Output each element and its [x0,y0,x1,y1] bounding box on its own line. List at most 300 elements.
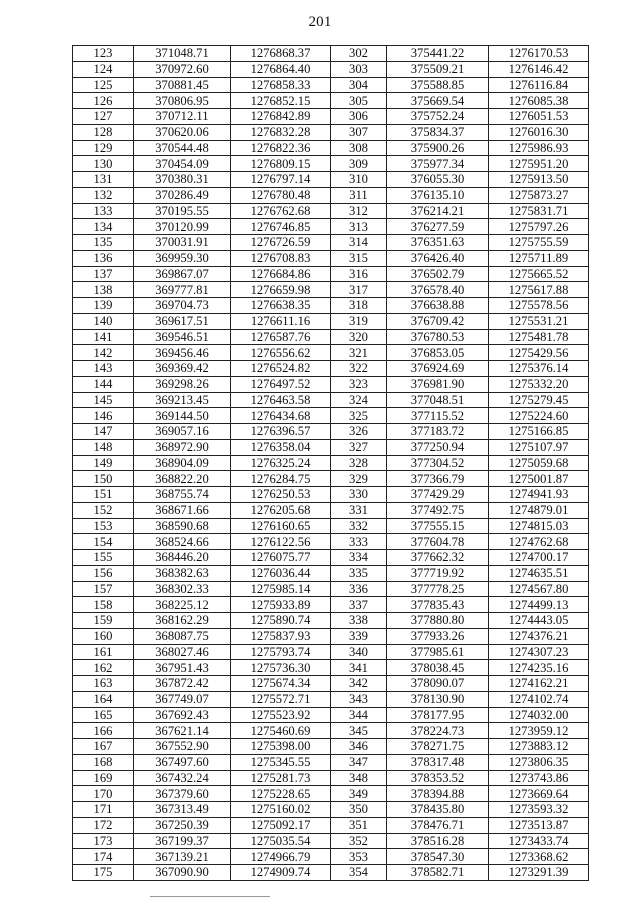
x-coordinate-cell: 377304.52 [387,455,489,471]
x-coordinate-cell: 377880.80 [387,613,489,629]
y-coordinate-cell: 1276708.83 [231,250,331,266]
point-number-cell: 323 [331,376,387,392]
table-row [73,691,589,707]
y-coordinate-cell: 1274815.03 [489,518,589,534]
x-coordinate-cell: 377555.15 [387,518,489,534]
x-coordinate-cell: 377048.51 [387,392,489,408]
x-coordinate-cell: 377604.78 [387,534,489,550]
x-coordinate-cell: 377250.94 [387,439,489,455]
x-coordinate-cell: 378038.45 [387,660,489,676]
point-number-cell: 129 [73,140,134,156]
y-coordinate-cell: 1275711.89 [489,250,589,266]
y-coordinate-cell: 1275665.52 [489,266,589,282]
y-coordinate-cell: 1275376.14 [489,361,589,377]
x-coordinate-cell: 377115.52 [387,408,489,424]
point-number-cell: 314 [331,235,387,251]
y-coordinate-cell: 1274966.79 [231,849,331,865]
table-row [73,833,589,849]
table-row [73,754,589,770]
table-row [73,707,589,723]
y-coordinate-cell: 1275166.85 [489,424,589,440]
y-coordinate-cell: 1273513.87 [489,817,589,833]
y-coordinate-cell: 1276864.40 [231,61,331,77]
x-coordinate-cell: 377933.26 [387,628,489,644]
y-coordinate-cell: 1276051.53 [489,109,589,125]
point-number-cell: 344 [331,707,387,723]
x-coordinate-cell: 367951.43 [134,660,231,676]
table-row [73,487,589,503]
y-coordinate-cell: 1273883.12 [489,739,589,755]
x-coordinate-cell: 377183.72 [387,424,489,440]
point-number-cell: 161 [73,644,134,660]
table-row [73,502,589,518]
point-number-cell: 321 [331,345,387,361]
x-coordinate-cell: 368027.46 [134,644,231,660]
table-row [73,739,589,755]
point-number-cell: 351 [331,817,387,833]
point-number-cell: 320 [331,329,387,345]
point-number-cell: 137 [73,266,134,282]
y-coordinate-cell: 1274635.51 [489,565,589,581]
point-number-cell: 340 [331,644,387,660]
table-row [73,93,589,109]
point-number-cell: 173 [73,833,134,849]
x-coordinate-cell: 378353.52 [387,770,489,786]
x-coordinate-cell: 369617.51 [134,313,231,329]
point-number-cell: 310 [331,172,387,188]
x-coordinate-cell: 378476.71 [387,817,489,833]
y-coordinate-cell: 1274762.68 [489,534,589,550]
point-number-cell: 147 [73,424,134,440]
table-row [73,518,589,534]
point-number-cell: 304 [331,77,387,93]
y-coordinate-cell: 1275572.71 [231,691,331,707]
y-coordinate-cell: 1276684.86 [231,266,331,282]
y-coordinate-cell: 1276250.53 [231,487,331,503]
point-number-cell: 341 [331,660,387,676]
point-number-cell: 140 [73,313,134,329]
table-row [73,313,589,329]
table-row [73,770,589,786]
y-coordinate-cell: 1276434.68 [231,408,331,424]
y-coordinate-cell: 1276842.89 [231,109,331,125]
y-coordinate-cell: 1276659.98 [231,282,331,298]
point-number-cell: 324 [331,392,387,408]
point-number-cell: 169 [73,770,134,786]
x-coordinate-cell: 368671.66 [134,502,231,518]
table-row [73,628,589,644]
x-coordinate-cell: 378130.90 [387,691,489,707]
point-number-cell: 156 [73,565,134,581]
x-coordinate-cell: 369144.50 [134,408,231,424]
point-number-cell: 159 [73,613,134,629]
y-coordinate-cell: 1276832.28 [231,124,331,140]
x-coordinate-cell: 367552.90 [134,739,231,755]
y-coordinate-cell: 1276463.58 [231,392,331,408]
y-coordinate-cell: 1275481.78 [489,329,589,345]
x-coordinate-cell: 370031.91 [134,235,231,251]
point-number-cell: 318 [331,298,387,314]
table-row [73,471,589,487]
point-number-cell: 342 [331,676,387,692]
y-coordinate-cell: 1274235.16 [489,660,589,676]
y-coordinate-cell: 1275913.50 [489,172,589,188]
y-coordinate-cell: 1275107.97 [489,439,589,455]
table-row [73,676,589,692]
point-number-cell: 325 [331,408,387,424]
x-coordinate-cell: 367090.90 [134,865,231,881]
point-number-cell: 339 [331,628,387,644]
y-coordinate-cell: 1275160.02 [231,802,331,818]
point-number-cell: 311 [331,187,387,203]
x-coordinate-cell: 376351.63 [387,235,489,251]
x-coordinate-cell: 375900.26 [387,140,489,156]
y-coordinate-cell: 1276852.15 [231,93,331,109]
point-number-cell: 302 [331,46,387,62]
y-coordinate-cell: 1274879.01 [489,502,589,518]
table-row [73,455,589,471]
y-coordinate-cell: 1276085.38 [489,93,589,109]
point-number-cell: 144 [73,376,134,392]
x-coordinate-cell: 378177.95 [387,707,489,723]
x-coordinate-cell: 367313.49 [134,802,231,818]
y-coordinate-cell: 1276146.42 [489,61,589,77]
table-row [73,140,589,156]
point-number-cell: 312 [331,203,387,219]
x-coordinate-cell: 370712.11 [134,109,231,125]
table-row [73,723,589,739]
y-coordinate-cell: 1276868.37 [231,46,331,62]
point-number-cell: 152 [73,502,134,518]
y-coordinate-cell: 1275890.74 [231,613,331,629]
y-coordinate-cell: 1276396.57 [231,424,331,440]
y-coordinate-cell: 1276638.35 [231,298,331,314]
point-number-cell: 151 [73,487,134,503]
point-number-cell: 309 [331,156,387,172]
x-coordinate-cell: 376924.69 [387,361,489,377]
y-coordinate-cell: 1276284.75 [231,471,331,487]
x-coordinate-cell: 367621.14 [134,723,231,739]
point-number-cell: 149 [73,455,134,471]
point-number-cell: 319 [331,313,387,329]
point-number-cell: 313 [331,219,387,235]
x-coordinate-cell: 378224.73 [387,723,489,739]
x-coordinate-cell: 370380.31 [134,172,231,188]
table-row [73,392,589,408]
x-coordinate-cell: 371048.71 [134,46,231,62]
x-coordinate-cell: 369057.16 [134,424,231,440]
x-coordinate-cell: 377366.79 [387,471,489,487]
point-number-cell: 153 [73,518,134,534]
y-coordinate-cell: 1276809.15 [231,156,331,172]
table-row [73,219,589,235]
point-number-cell: 164 [73,691,134,707]
point-number-cell: 326 [331,424,387,440]
point-number-cell: 168 [73,754,134,770]
point-number-cell: 349 [331,786,387,802]
table-row [73,439,589,455]
y-coordinate-cell: 1276611.16 [231,313,331,329]
x-coordinate-cell: 369704.73 [134,298,231,314]
x-coordinate-cell: 376055.30 [387,172,489,188]
y-coordinate-cell: 1273743.86 [489,770,589,786]
x-coordinate-cell: 378090.07 [387,676,489,692]
y-coordinate-cell: 1274909.74 [231,865,331,881]
page-number: 201 [308,14,332,30]
point-number-cell: 131 [73,172,134,188]
x-coordinate-cell: 369546.51 [134,329,231,345]
y-coordinate-cell: 1274700.17 [489,550,589,566]
point-number-cell: 171 [73,802,134,818]
point-number-cell: 130 [73,156,134,172]
y-coordinate-cell: 1276858.33 [231,77,331,93]
point-number-cell: 124 [73,61,134,77]
point-number-cell: 345 [331,723,387,739]
y-coordinate-cell: 1275228.65 [231,786,331,802]
x-coordinate-cell: 376853.05 [387,345,489,361]
point-number-cell: 135 [73,235,134,251]
coordinate-table [72,45,589,881]
x-coordinate-cell: 377778.25 [387,581,489,597]
point-number-cell: 334 [331,550,387,566]
y-coordinate-cell: 1276797.14 [231,172,331,188]
point-number-cell: 335 [331,565,387,581]
x-coordinate-cell: 376502.79 [387,266,489,282]
table-row [73,534,589,550]
point-number-cell: 172 [73,817,134,833]
x-coordinate-cell: 378516.28 [387,833,489,849]
y-coordinate-cell: 1275332.20 [489,376,589,392]
x-coordinate-cell: 376426.40 [387,250,489,266]
point-number-cell: 165 [73,707,134,723]
point-number-cell: 145 [73,392,134,408]
point-number-cell: 132 [73,187,134,203]
point-number-cell: 141 [73,329,134,345]
table-row [73,172,589,188]
point-number-cell: 170 [73,786,134,802]
point-number-cell: 158 [73,597,134,613]
point-number-cell: 174 [73,849,134,865]
x-coordinate-cell: 377835.43 [387,597,489,613]
point-number-cell: 353 [331,849,387,865]
x-coordinate-cell: 369456.46 [134,345,231,361]
x-coordinate-cell: 368382.63 [134,565,231,581]
y-coordinate-cell: 1274102.74 [489,691,589,707]
x-coordinate-cell: 370286.49 [134,187,231,203]
y-coordinate-cell: 1275281.73 [231,770,331,786]
x-coordinate-cell: 377492.75 [387,502,489,518]
table-row [73,849,589,865]
point-number-cell: 350 [331,802,387,818]
point-number-cell: 352 [331,833,387,849]
y-coordinate-cell: 1275398.00 [231,739,331,755]
x-coordinate-cell: 368904.09 [134,455,231,471]
y-coordinate-cell: 1276780.48 [231,187,331,203]
table-row [73,581,589,597]
table-row [73,109,589,125]
x-coordinate-cell: 376780.53 [387,329,489,345]
point-number-cell: 308 [331,140,387,156]
point-number-cell: 139 [73,298,134,314]
x-coordinate-cell: 368590.68 [134,518,231,534]
table-row [73,376,589,392]
y-coordinate-cell: 1275951.20 [489,156,589,172]
y-coordinate-cell: 1273806.35 [489,754,589,770]
point-number-cell: 128 [73,124,134,140]
x-coordinate-cell: 370972.60 [134,61,231,77]
y-coordinate-cell: 1275674.34 [231,676,331,692]
table-row [73,613,589,629]
point-number-cell: 322 [331,361,387,377]
x-coordinate-cell: 370881.45 [134,77,231,93]
point-number-cell: 307 [331,124,387,140]
table-row [73,408,589,424]
x-coordinate-cell: 367692.43 [134,707,231,723]
x-coordinate-cell: 368972.90 [134,439,231,455]
y-coordinate-cell: 1275035.54 [231,833,331,849]
x-coordinate-cell: 367379.60 [134,786,231,802]
table-row [73,266,589,282]
y-coordinate-cell: 1276762.68 [231,203,331,219]
point-number-cell: 317 [331,282,387,298]
x-coordinate-cell: 368087.75 [134,628,231,644]
x-coordinate-cell: 377429.29 [387,487,489,503]
y-coordinate-cell: 1276170.53 [489,46,589,62]
point-number-cell: 327 [331,439,387,455]
x-coordinate-cell: 376214.21 [387,203,489,219]
point-number-cell: 162 [73,660,134,676]
y-coordinate-cell: 1275873.27 [489,187,589,203]
y-coordinate-cell: 1275985.14 [231,581,331,597]
y-coordinate-cell: 1276016.30 [489,124,589,140]
y-coordinate-cell: 1276746.85 [231,219,331,235]
table-row [73,282,589,298]
x-coordinate-cell: 369369.42 [134,361,231,377]
y-coordinate-cell: 1276122.56 [231,534,331,550]
y-coordinate-cell: 1276325.24 [231,455,331,471]
point-number-cell: 148 [73,439,134,455]
y-coordinate-cell: 1273433.74 [489,833,589,849]
point-number-cell: 338 [331,613,387,629]
y-coordinate-cell: 1273368.62 [489,849,589,865]
point-number-cell: 303 [331,61,387,77]
x-coordinate-cell: 370195.55 [134,203,231,219]
y-coordinate-cell: 1276036.44 [231,565,331,581]
y-coordinate-cell: 1273959.12 [489,723,589,739]
y-coordinate-cell: 1276358.04 [231,439,331,455]
point-number-cell: 166 [73,723,134,739]
y-coordinate-cell: 1275523.92 [231,707,331,723]
x-coordinate-cell: 370620.06 [134,124,231,140]
point-number-cell: 163 [73,676,134,692]
point-number-cell: 125 [73,77,134,93]
point-number-cell: 126 [73,93,134,109]
y-coordinate-cell: 1275837.93 [231,628,331,644]
point-number-cell: 146 [73,408,134,424]
point-number-cell: 347 [331,754,387,770]
x-coordinate-cell: 368162.29 [134,613,231,629]
x-coordinate-cell: 377985.61 [387,644,489,660]
x-coordinate-cell: 378435.80 [387,802,489,818]
table-row [73,550,589,566]
table-row [73,235,589,251]
y-coordinate-cell: 1275831.71 [489,203,589,219]
y-coordinate-cell: 1276587.76 [231,329,331,345]
point-number-cell: 330 [331,487,387,503]
x-coordinate-cell: 368446.20 [134,550,231,566]
x-coordinate-cell: 370454.09 [134,156,231,172]
point-number-cell: 157 [73,581,134,597]
y-coordinate-cell: 1275001.87 [489,471,589,487]
table-row [73,298,589,314]
x-coordinate-cell: 378271.75 [387,739,489,755]
point-number-cell: 343 [331,691,387,707]
table-row [73,565,589,581]
table-row [73,817,589,833]
y-coordinate-cell: 1274443.05 [489,613,589,629]
y-coordinate-cell: 1274307.23 [489,644,589,660]
table-row [73,203,589,219]
table-row [73,46,589,62]
point-number-cell: 346 [331,739,387,755]
x-coordinate-cell: 376981.90 [387,376,489,392]
y-coordinate-cell: 1276497.52 [231,376,331,392]
x-coordinate-cell: 376578.40 [387,282,489,298]
y-coordinate-cell: 1275578.56 [489,298,589,314]
x-coordinate-cell: 367139.21 [134,849,231,865]
x-coordinate-cell: 375669.54 [387,93,489,109]
y-coordinate-cell: 1275617.88 [489,282,589,298]
y-coordinate-cell: 1276822.36 [231,140,331,156]
point-number-cell: 306 [331,109,387,125]
y-coordinate-cell: 1275933.89 [231,597,331,613]
x-coordinate-cell: 378547.30 [387,849,489,865]
y-coordinate-cell: 1275279.45 [489,392,589,408]
point-number-cell: 333 [331,534,387,550]
x-coordinate-cell: 375977.34 [387,156,489,172]
coordinate-table-body [73,46,589,881]
y-coordinate-cell: 1275531.21 [489,313,589,329]
x-coordinate-cell: 368524.66 [134,534,231,550]
y-coordinate-cell: 1275986.93 [489,140,589,156]
x-coordinate-cell: 367749.07 [134,691,231,707]
point-number-cell: 138 [73,282,134,298]
point-number-cell: 167 [73,739,134,755]
point-number-cell: 155 [73,550,134,566]
table-row [73,156,589,172]
x-coordinate-cell: 375588.85 [387,77,489,93]
x-coordinate-cell: 378394.88 [387,786,489,802]
table-row [73,660,589,676]
x-coordinate-cell: 375834.37 [387,124,489,140]
x-coordinate-cell: 369777.81 [134,282,231,298]
y-coordinate-cell: 1275736.30 [231,660,331,676]
point-number-cell: 127 [73,109,134,125]
x-coordinate-cell: 377662.32 [387,550,489,566]
y-coordinate-cell: 1275460.69 [231,723,331,739]
table-row [73,250,589,266]
y-coordinate-cell: 1275797.26 [489,219,589,235]
y-coordinate-cell: 1273669.64 [489,786,589,802]
point-number-cell: 316 [331,266,387,282]
point-number-cell: 133 [73,203,134,219]
x-coordinate-cell: 375752.24 [387,109,489,125]
x-coordinate-cell: 368755.74 [134,487,231,503]
table-row [73,361,589,377]
x-coordinate-cell: 377719.92 [387,565,489,581]
point-number-cell: 305 [331,93,387,109]
x-coordinate-cell: 369298.26 [134,376,231,392]
